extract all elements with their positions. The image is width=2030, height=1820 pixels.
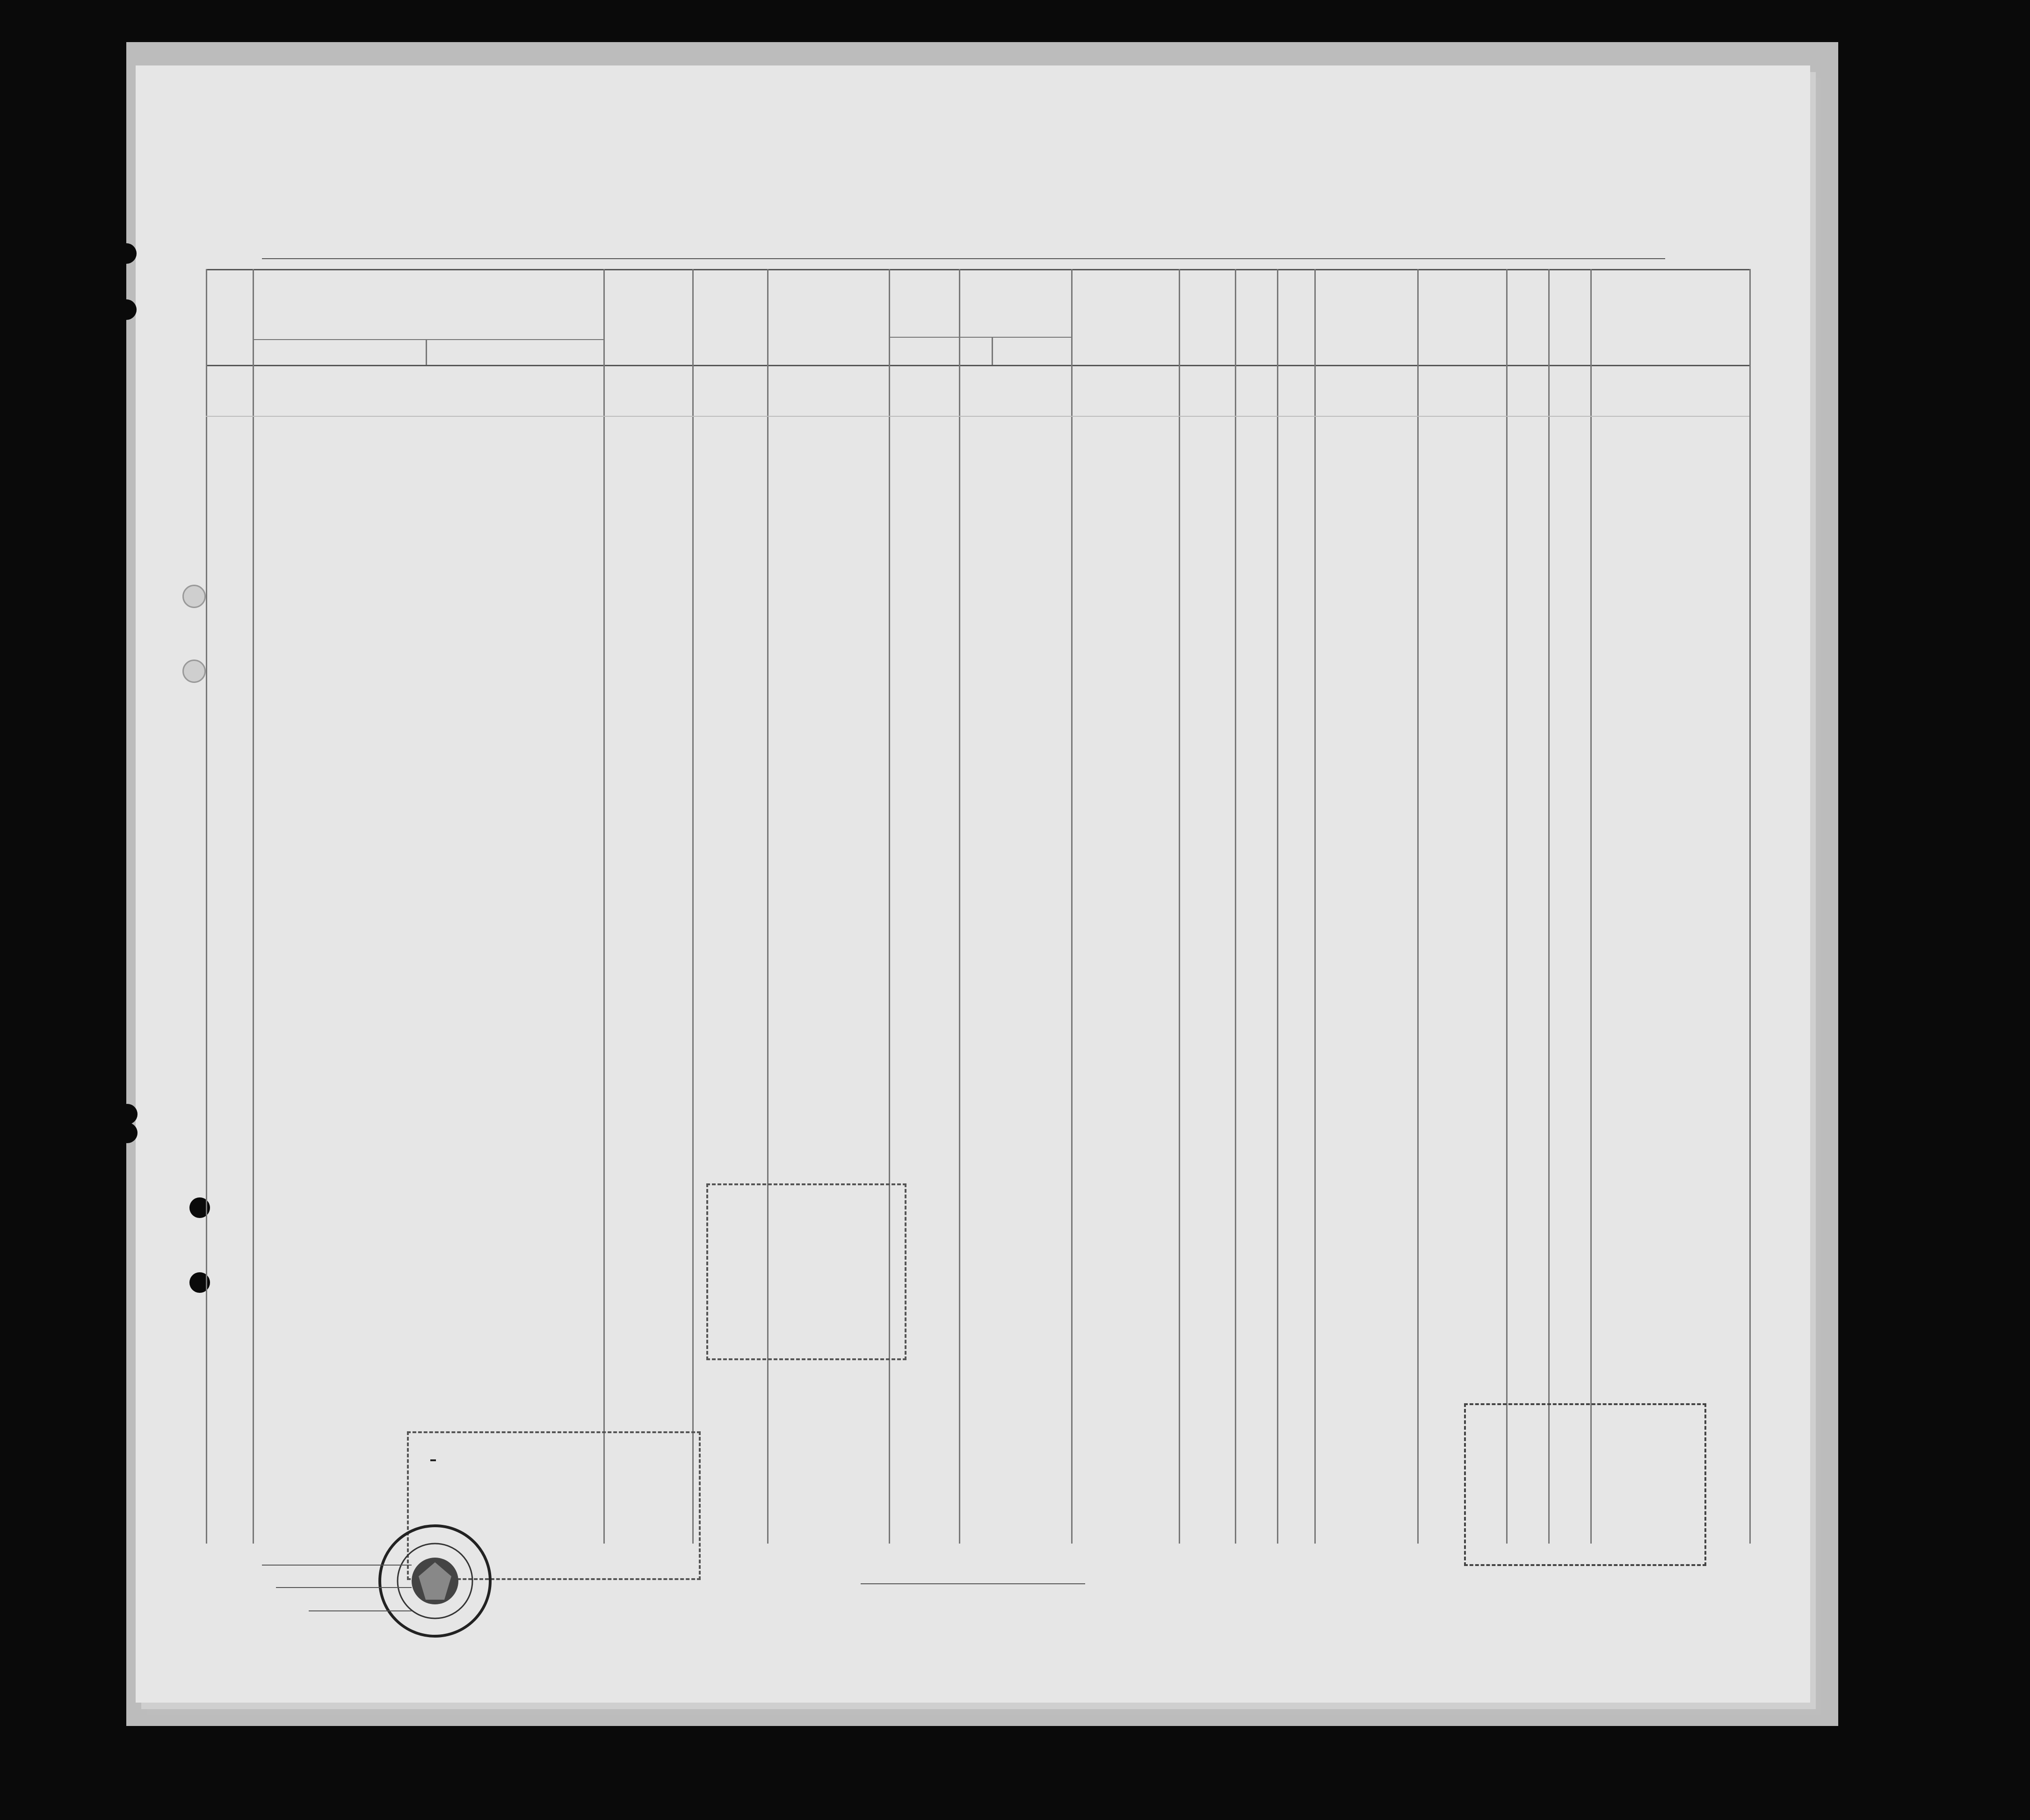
column-rule <box>1179 269 1180 1544</box>
footer-agents-rule <box>309 1610 412 1611</box>
inspector-rule <box>861 1583 1085 1584</box>
vessel-underline <box>262 258 1665 259</box>
footer-line-rule <box>262 1565 412 1566</box>
consul-stamp2-seen <box>430 1459 436 1461</box>
shipping-commissioner-stamp <box>1464 1403 1706 1566</box>
column-rule <box>1590 269 1592 1544</box>
subheader-rule <box>889 337 1071 338</box>
binder-hole <box>182 660 206 683</box>
column-rule <box>253 269 254 1544</box>
header-bottom-rule <box>206 365 1749 366</box>
consulate-seal <box>374 1520 496 1642</box>
consul-stamp <box>706 1183 906 1360</box>
binder-hole <box>117 1123 138 1143</box>
column-rule <box>959 269 960 1544</box>
binder-hole <box>117 1104 138 1124</box>
column-rule <box>1071 269 1073 1544</box>
column-rule <box>1314 269 1316 1544</box>
subheader-rule <box>253 339 603 340</box>
table-top-rule <box>206 269 1749 270</box>
subheader-divider <box>426 339 427 365</box>
footer-owners-rule <box>276 1587 412 1588</box>
column-rule <box>1749 269 1751 1544</box>
column-rule <box>206 269 207 1544</box>
column-rule <box>1506 269 1508 1544</box>
binder-hole <box>116 243 137 264</box>
column-rule <box>1277 269 1278 1544</box>
binder-hole <box>182 585 206 608</box>
column-rule <box>603 269 605 1544</box>
row-rule <box>206 416 1749 417</box>
column-rule <box>1548 269 1550 1544</box>
column-rule <box>692 269 694 1544</box>
column-rule <box>1417 269 1419 1544</box>
binder-hole <box>116 299 137 320</box>
subheader-divider <box>992 337 993 365</box>
column-rule <box>1235 269 1236 1544</box>
